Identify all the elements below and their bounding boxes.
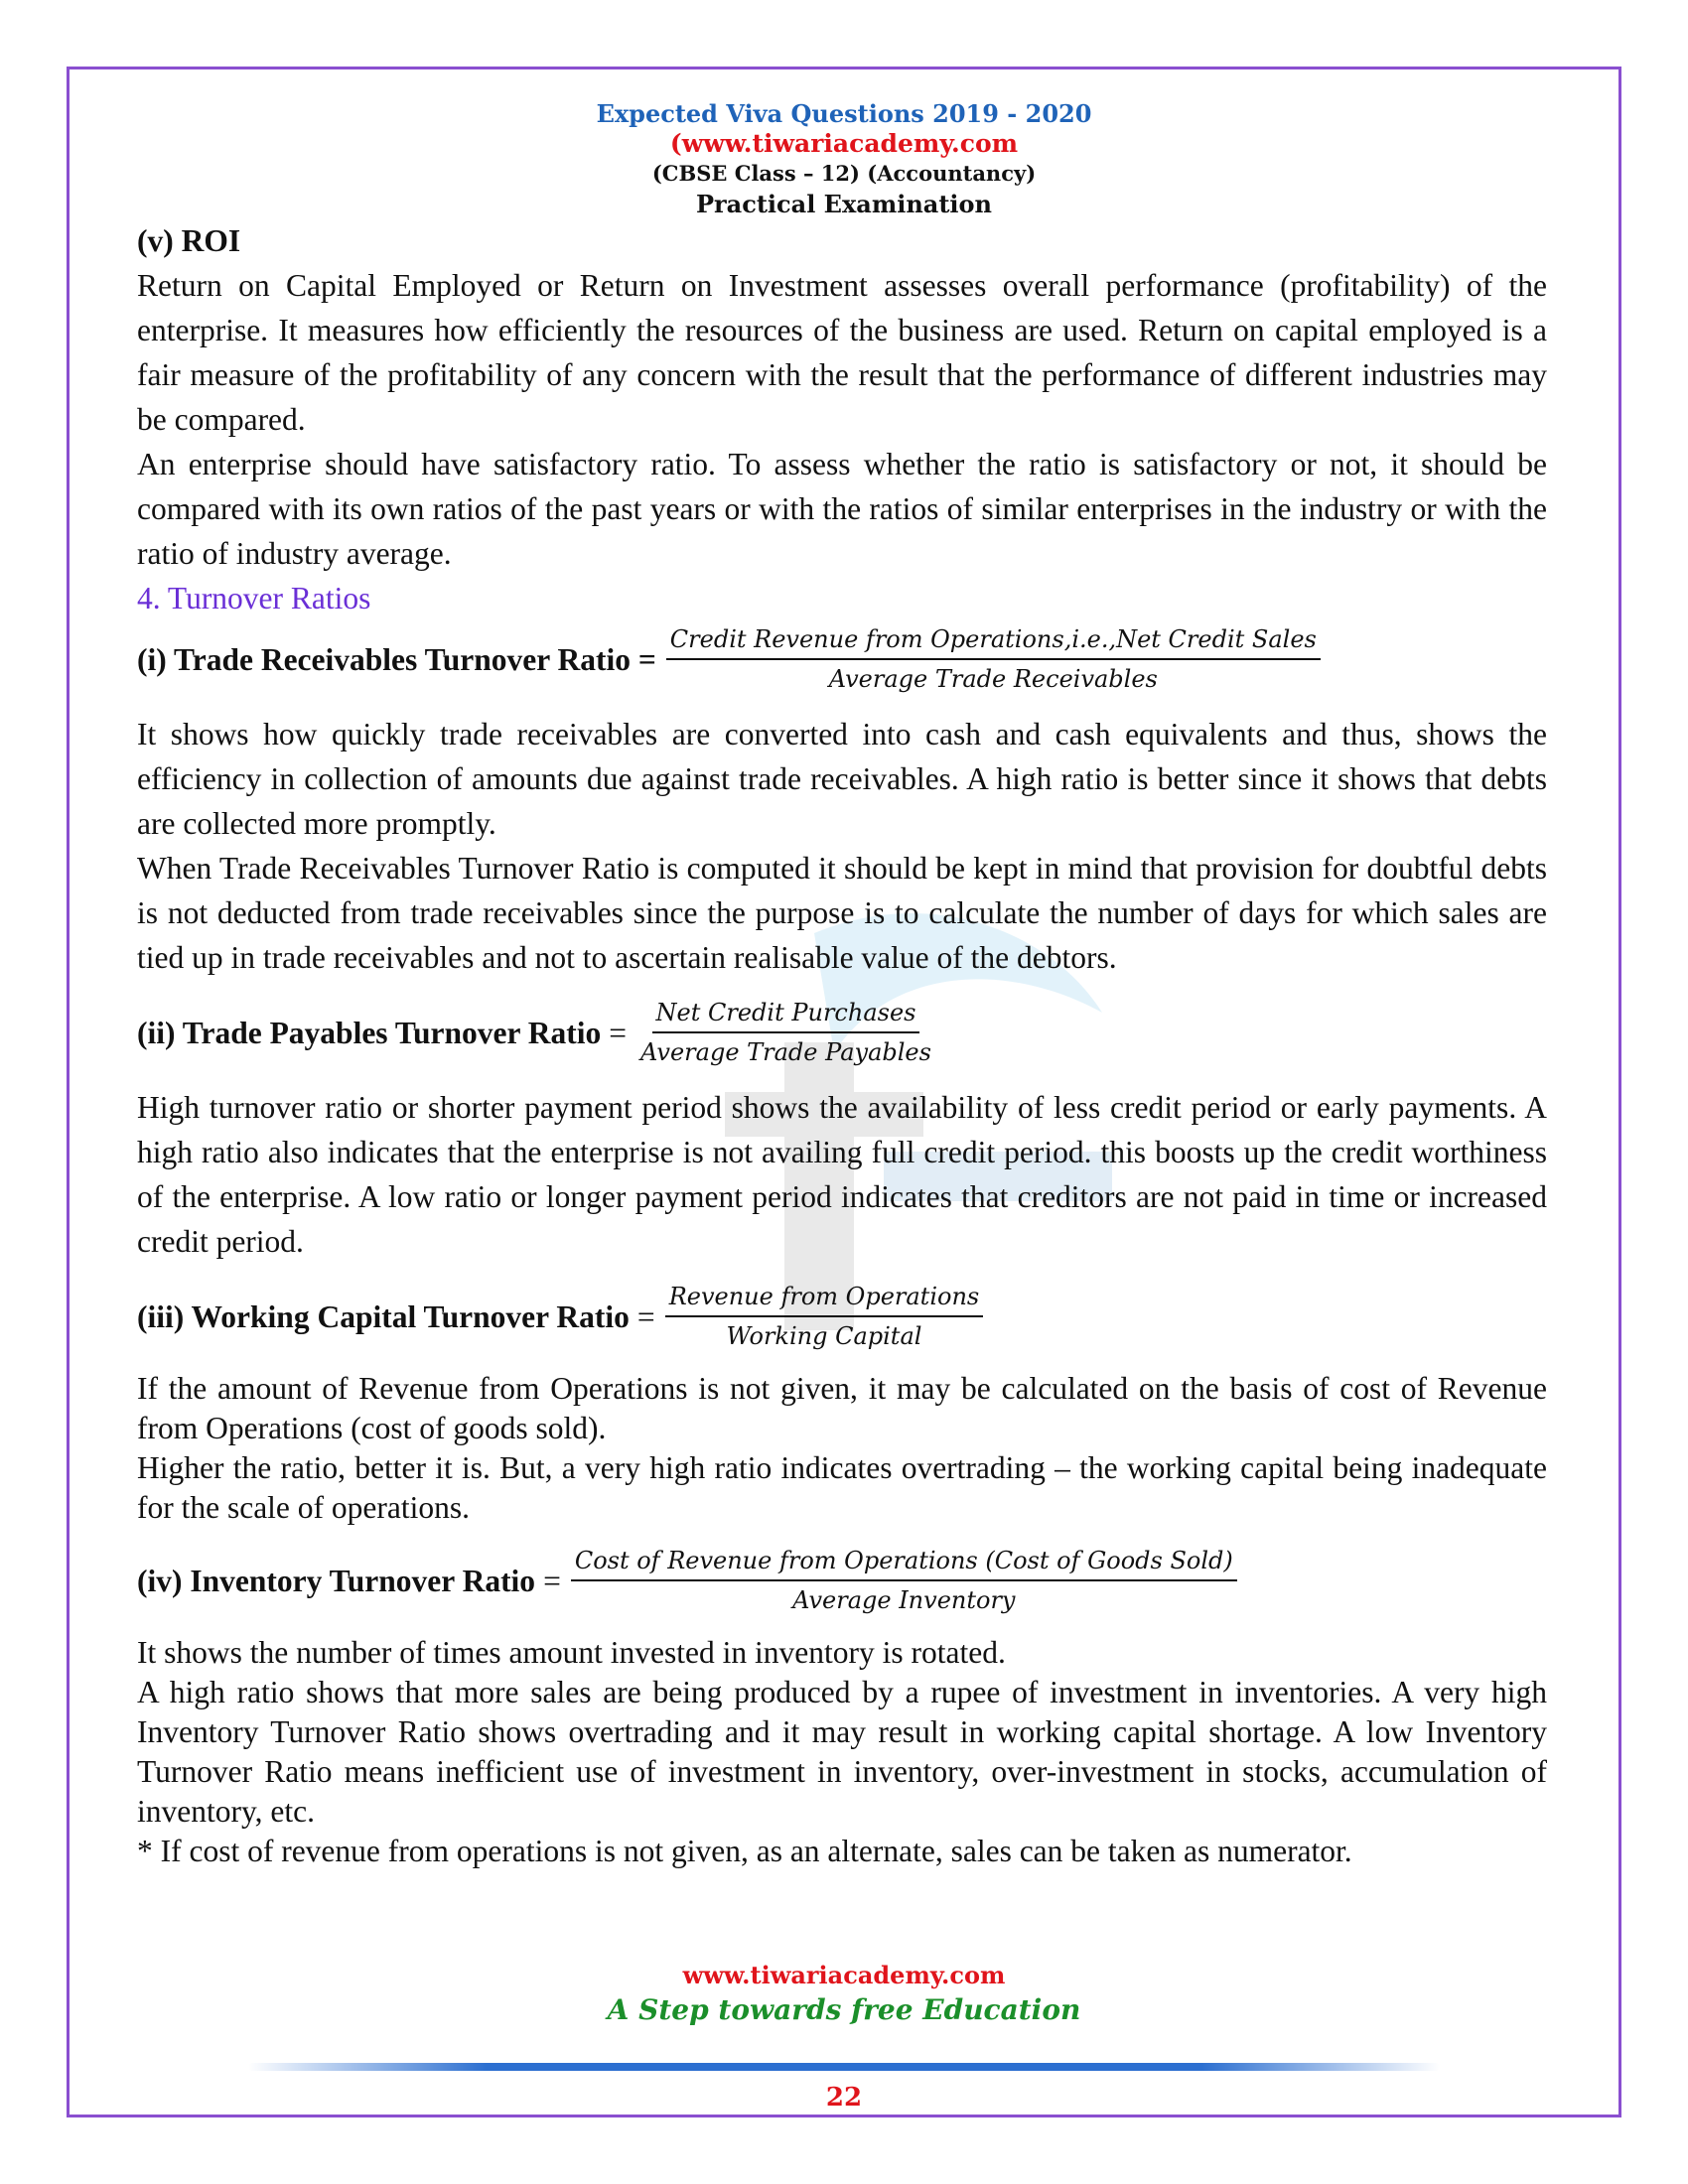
payables-denominator: Average Trade Payables — [640, 1038, 931, 1066]
roi-heading: (v) ROI — [137, 223, 241, 258]
page-number: 22 — [825, 2083, 863, 2113]
working-capital-paragraph-1: If the amount of Revenue from Operations is not given, it may be calculated on the basis of cost of Revenue from Operations (cost of goods sold). — [137, 1371, 1547, 1445]
inventory-paragraph-2: A high ratio shows that more sales are being produced by a rupee of investment in inventories. A very high Inventory Turnover Ratio shows overtrading and it may result in working capital shortage. A low Inventory Turnover Ratio means inefficient use of investment in inventory, over-investment in stocks, accumulation of inventory, etc. — [137, 1675, 1547, 1829]
footer-tagline: A Step towards free Education — [607, 1993, 1081, 2026]
inventory-paragraph-1: It shows the number of times amount invested in inventory is rotated. — [137, 1635, 1006, 1670]
working-capital-equals: = — [636, 1298, 655, 1334]
footer-divider — [248, 2063, 1440, 2071]
working-capital-numerator: Revenue from Operations — [665, 1280, 984, 1317]
header-exam: Practical Examination — [695, 190, 993, 218]
receivables-paragraph-2: When Trade Receivables Turnover Ratio is computed it should be kept in mind that provision for doubtful debts is not deducted from trade receivables since the purpose is to calculate the number of days for which sales are tied up in trade receivables and not to ascertain realisable value of the debtors. — [137, 851, 1547, 975]
page-content — [137, 218, 1547, 1871]
footer-website: www.tiwariacademy.com — [682, 1961, 1006, 1989]
roi-paragraph-1: Return on Capital Employed or Return on Investment assesses overall performance (profitability) of the enterprise. It measures how efficiently the resources of the business are used. Return on capital employed is a fair measure of the profitability of any concern with the result that the performance of different industries may be compared. — [137, 268, 1547, 437]
receivables-numerator: Credit Revenue from Operations,i.e.,Net Credit Sales — [666, 622, 1321, 660]
payables-paragraph: High turnover ratio or shorter payment period shows the availability of less credit period or early payments. A high ratio also indicates that the enterprise is not availing full credit period. this boosts up the credit worthiness of the enterprise. A low ratio or longer payment period indicates that creditors are not paid in time or increased credit period. — [137, 1090, 1547, 1259]
payables-formula — [137, 996, 1547, 1069]
receivables-label: (i) Trade Receivables Turnover Ratio = — [137, 641, 656, 677]
document-header — [0, 99, 1688, 220]
payables-label: (ii) Trade Payables Turnover Ratio — [137, 1015, 602, 1050]
receivables-denominator: Average Trade Receivables — [828, 665, 1158, 693]
working-capital-fraction — [665, 1280, 984, 1353]
roi-paragraph-2: An enterprise should have satisfactory ratio. To assess whether the ratio is satisfactory or not, it should be compared with its own ratios of the past years or with the ratios of similar enterprises in the industry or with the ratio of industry average. — [137, 447, 1547, 571]
header-title: Expected Viva Questions 2019 - 2020 — [596, 99, 1092, 128]
working-capital-formula — [137, 1280, 1547, 1353]
inventory-note: * If cost of revenue from operations is not given, as an alternate, sales can be taken as numerator. — [137, 1834, 1352, 1868]
turnover-ratios-heading: 4. Turnover Ratios — [137, 581, 371, 615]
working-capital-paragraph-2: Higher the ratio, better it is. But, a very high ratio indicates overtrading – the working capital being inadequate for the scale of operations. — [137, 1450, 1547, 1525]
payables-equals: = — [609, 1015, 628, 1050]
payables-numerator: Net Credit Purchases — [652, 996, 920, 1033]
payables-fraction — [636, 996, 935, 1069]
inventory-equals: = — [543, 1563, 561, 1598]
inventory-formula — [137, 1544, 1547, 1617]
inventory-denominator: Average Inventory — [792, 1586, 1016, 1614]
working-capital-denominator: Working Capital — [726, 1322, 922, 1350]
receivables-paragraph-1: It shows how quickly trade receivables are converted into cash and cash equivalents and thus, shows the efficiency in collection of amounts due against trade receivables. A high ratio is better since it shows that debts are collected more promptly. — [137, 717, 1547, 841]
receivables-formula — [137, 622, 1547, 696]
header-website: (www.tiwariacademy.com — [669, 129, 1019, 158]
inventory-numerator: Cost of Revenue from Operations (Cost of Goods Sold) — [571, 1544, 1237, 1581]
header-class-subject: (CBSE Class – 12) (Accountancy) — [651, 161, 1037, 186]
working-capital-label: (iii) Working Capital Turnover Ratio — [137, 1298, 630, 1334]
inventory-fraction — [571, 1544, 1237, 1617]
document-footer — [0, 1961, 1688, 2026]
receivables-fraction — [666, 622, 1321, 696]
inventory-label: (iv) Inventory Turnover Ratio — [137, 1563, 536, 1598]
